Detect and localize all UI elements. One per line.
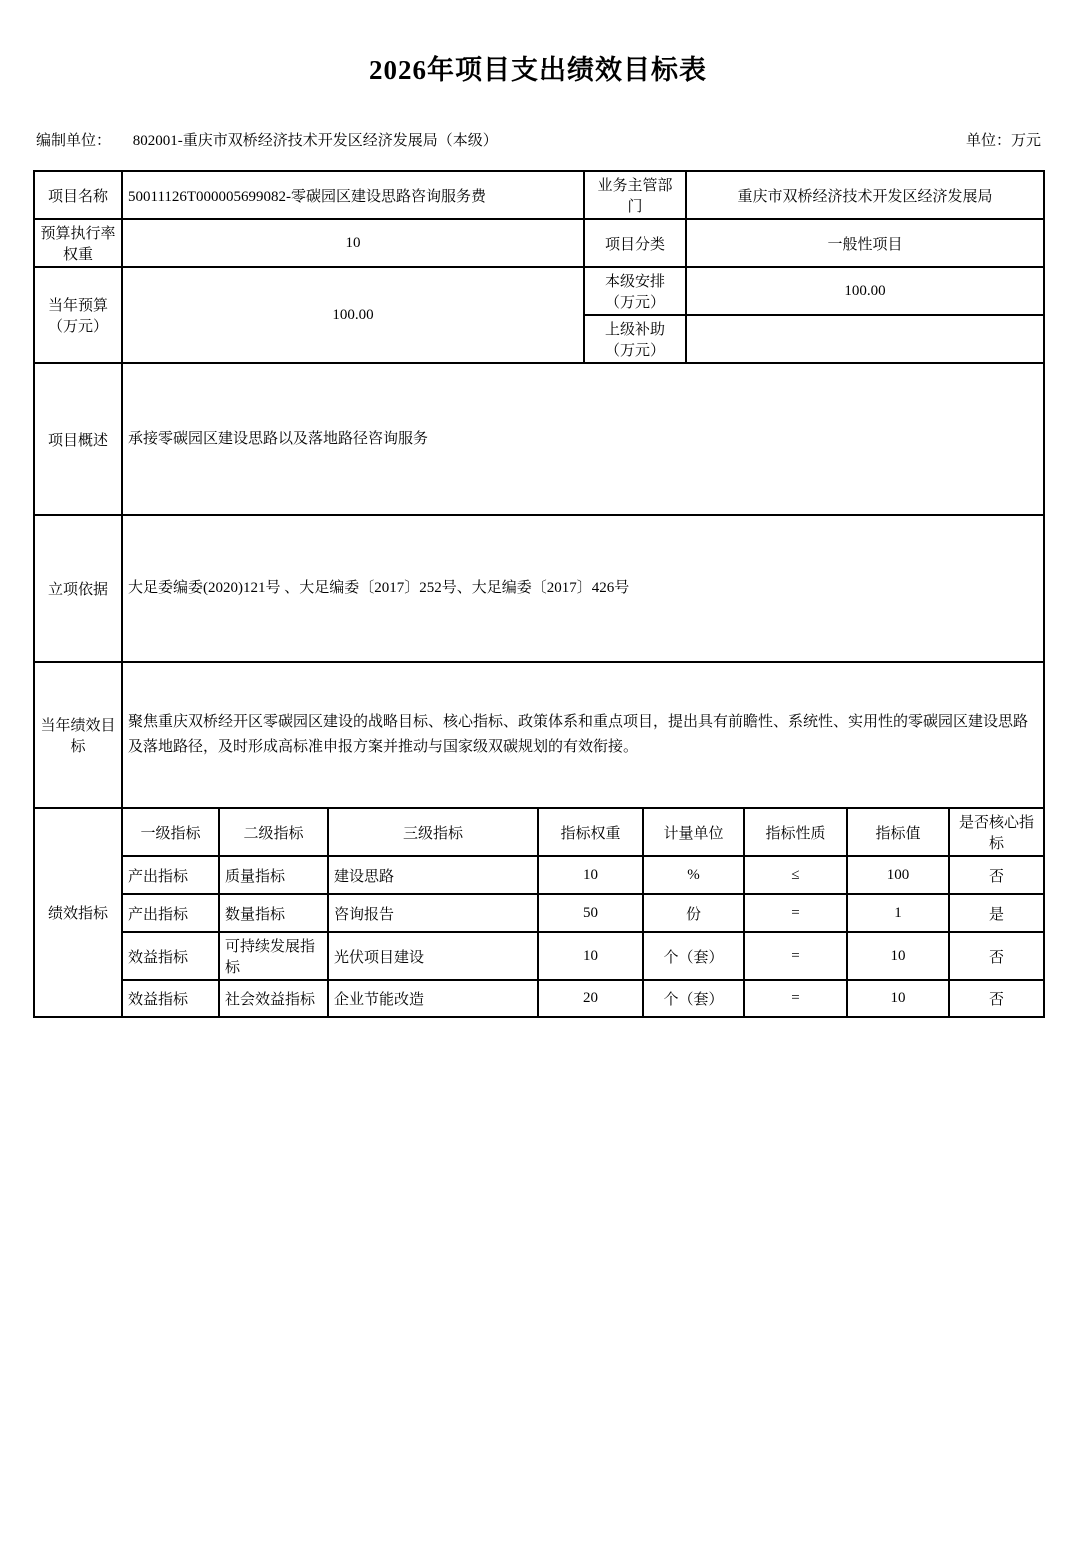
meta-line bbox=[33, 129, 1043, 150]
cell-unit: 个（套） bbox=[643, 980, 744, 1017]
cell-unit: 份 bbox=[643, 894, 744, 932]
cell-value: 10 bbox=[847, 932, 949, 980]
header-level3: 三级指标 bbox=[328, 808, 538, 856]
header-core: 是否核心指标 bbox=[949, 808, 1044, 856]
row-overview bbox=[34, 363, 1044, 515]
overview-label: 项目概述 bbox=[34, 363, 122, 515]
budget-value: 100.00 bbox=[122, 267, 584, 363]
cell-nature: = bbox=[744, 932, 847, 980]
unit-note: 单位：万元 bbox=[965, 133, 1041, 149]
cell-unit: 个（套） bbox=[643, 932, 744, 980]
exec-rate-value: 10 bbox=[122, 219, 584, 267]
cell-level2: 数量指标 bbox=[219, 894, 328, 932]
cell-weight: 10 bbox=[538, 932, 643, 980]
cell-level3: 建设思路 bbox=[328, 856, 538, 894]
cell-weight: 10 bbox=[538, 856, 643, 894]
subsidy-value bbox=[686, 315, 1044, 363]
document-sheet bbox=[33, 48, 1043, 1018]
cell-level2: 质量指标 bbox=[219, 856, 328, 894]
row-basis bbox=[34, 515, 1044, 662]
cell-core: 否 bbox=[949, 980, 1044, 1017]
cell-core: 否 bbox=[949, 856, 1044, 894]
indicator-row bbox=[34, 932, 1044, 980]
cell-core: 是 bbox=[949, 894, 1044, 932]
indicator-row bbox=[34, 980, 1044, 1017]
cell-level1: 效益指标 bbox=[122, 980, 219, 1017]
cell-value: 10 bbox=[847, 980, 949, 1017]
goal-value: 聚焦重庆双桥经开区零碳园区建设的战略目标、核心指标、政策体系和重点项目，提出具有前瞻性、系统性、实用性的零碳园区建设思路及落地路径，及时形成高标准申报方案并推动与国家级双碳规划的有效衔接。 bbox=[122, 662, 1044, 808]
cell-level1: 产出指标 bbox=[122, 894, 219, 932]
basis-label: 立项依据 bbox=[34, 515, 122, 662]
cell-level2: 可持续发展指标 bbox=[219, 932, 328, 980]
category-value: 一般性项目 bbox=[686, 219, 1044, 267]
header-value: 指标值 bbox=[847, 808, 949, 856]
dept-label: 业务主管部门 bbox=[584, 171, 686, 219]
cell-level3: 咨询报告 bbox=[328, 894, 538, 932]
row-project-name bbox=[34, 171, 1044, 219]
exec-rate-label: 预算执行率权重 bbox=[34, 219, 122, 267]
category-label: 项目分类 bbox=[584, 219, 686, 267]
row-exec-rate bbox=[34, 219, 1044, 267]
basis-value: 大足委编委(2020)121号 、大足编委〔2017〕252号、大足编委〔2017〕426号 bbox=[122, 515, 1044, 662]
cell-level1: 产出指标 bbox=[122, 856, 219, 894]
indicators-header-row bbox=[34, 808, 1044, 856]
dept-value: 重庆市双桥经济技术开发区经济发展局 bbox=[686, 171, 1044, 219]
project-name-value: 50011126T000005699082-零碳园区建设思路咨询服务费 bbox=[122, 171, 584, 219]
header-unit: 计量单位 bbox=[643, 808, 744, 856]
header-level1: 一级指标 bbox=[122, 808, 219, 856]
cell-level1: 效益指标 bbox=[122, 932, 219, 980]
cell-core: 否 bbox=[949, 932, 1044, 980]
cell-weight: 50 bbox=[538, 894, 643, 932]
row-budget-local bbox=[34, 267, 1044, 315]
cell-level3: 光伏项目建设 bbox=[328, 932, 538, 980]
indicator-row bbox=[34, 894, 1044, 932]
project-name-label: 项目名称 bbox=[34, 171, 122, 219]
header-level2: 二级指标 bbox=[219, 808, 328, 856]
cell-weight: 20 bbox=[538, 980, 643, 1017]
overview-value: 承接零碳园区建设思路以及落地路径咨询服务 bbox=[122, 363, 1044, 515]
indicator-row bbox=[34, 856, 1044, 894]
budget-label: 当年预算（万元） bbox=[34, 267, 122, 363]
cell-unit: % bbox=[643, 856, 744, 894]
cell-value: 1 bbox=[847, 894, 949, 932]
goal-label: 当年绩效目标 bbox=[34, 662, 122, 808]
header-weight: 指标权重 bbox=[538, 808, 643, 856]
header-nature: 指标性质 bbox=[744, 808, 847, 856]
page-title: 2026年项目支出绩效目标表 bbox=[369, 55, 707, 85]
local-label: 本级安排（万元） bbox=[584, 267, 686, 315]
cell-value: 100 bbox=[847, 856, 949, 894]
prepared-by bbox=[33, 129, 498, 150]
indicators-section-label: 绩效指标 bbox=[34, 808, 122, 1017]
cell-level2: 社会效益指标 bbox=[219, 980, 328, 1017]
cell-level3: 企业节能改造 bbox=[328, 980, 538, 1017]
indicators-table bbox=[33, 807, 1045, 1018]
row-goal bbox=[34, 662, 1044, 808]
project-info-table bbox=[33, 170, 1045, 809]
local-value: 100.00 bbox=[686, 267, 1044, 315]
cell-nature: = bbox=[744, 894, 847, 932]
prepared-by-label: 编制单位： bbox=[36, 133, 112, 149]
cell-nature: = bbox=[744, 980, 847, 1017]
prepared-by-value: 802001-重庆市双桥经济技术开发区经济发展局（本级） bbox=[132, 133, 498, 149]
cell-nature: ≤ bbox=[744, 856, 847, 894]
subsidy-label: 上级补助（万元） bbox=[584, 315, 686, 363]
